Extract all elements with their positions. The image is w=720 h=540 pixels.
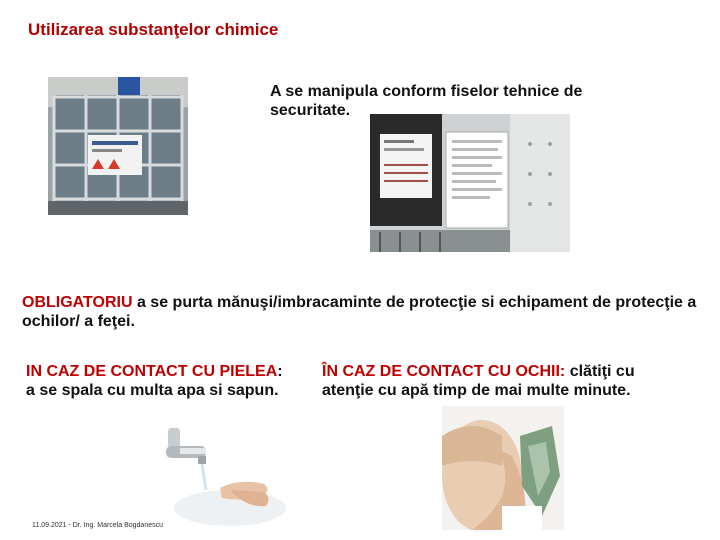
eye-contact-heading: ÎN CAZ DE CONTACT CU OCHII: [322, 363, 566, 380]
safety-sheet-note: A se manipula conform fiselor tehnice de securitate. [270, 83, 583, 119]
skin-contact-text [26, 362, 286, 400]
eye-contact-text [322, 362, 652, 400]
chemical-container-photo [48, 77, 188, 215]
hand-washing-photo [160, 418, 286, 530]
skin-contact-instruction: : a se spala cu multa apa si sapun. [26, 363, 283, 399]
slide-title: Utilizarea substanţelor chimice [28, 20, 279, 39]
obligatory-instruction: a se purta mănuşi/imbracaminte de protecţie si echipament de protecţie a ochilor/ a feţei. [22, 294, 697, 330]
skin-contact-heading: IN CAZ DE CONTACT CU PIELEA [26, 363, 278, 380]
eye-contact-instruction: clătiţi cu atenţie cu apă timp de mai multe minute. [322, 363, 635, 399]
safety-data-sheets-photo [370, 114, 570, 252]
footer-date-author: 11.09.2021 - Dr. Ing. Marcela Bogdanescu [32, 522, 164, 529]
obligatory-keyword: OBLIGATORIU [22, 294, 133, 311]
obligatory-ppe-text [22, 293, 712, 331]
eye-rinsing-photo [442, 406, 564, 530]
